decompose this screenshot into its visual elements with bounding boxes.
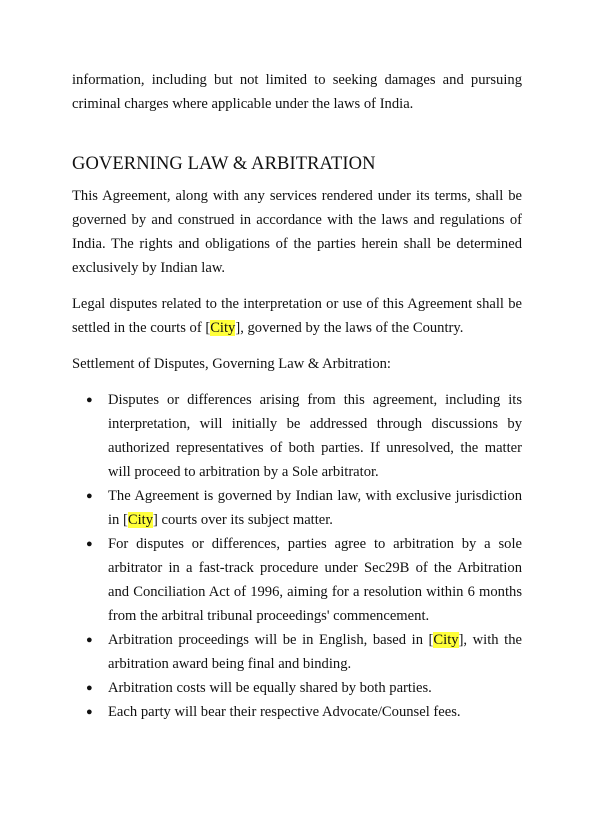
bullet-icon: ●: [86, 706, 93, 718]
bullet-icon: ●: [86, 490, 93, 502]
bullet-list: [72, 388, 522, 724]
bullet-icon: ●: [86, 634, 93, 646]
city-placeholder-highlight: City: [127, 512, 154, 528]
paragraph-text: Legal disputes related to the interpretation or use of this Agreement shall be settled in the courts of [: [72, 296, 522, 336]
list-item-text: Disputes or differences arising from this agreement, including its interpretation, will initially be addressed through discussions by authorized representatives of both parties. If unresolved, the matter will proceed to arbitration by a Sole arbitrator.: [108, 392, 522, 480]
list-item: [72, 628, 522, 676]
paragraph-text: ], governed by the laws of the Country.: [235, 320, 464, 336]
list-item: [72, 532, 522, 628]
list-item: [72, 676, 522, 700]
list-item-text: Each party will bear their respective Advocate/Counsel fees.: [108, 704, 461, 720]
document-page: [72, 68, 522, 724]
legal-disputes-paragraph: [72, 292, 522, 340]
list-item: [72, 484, 522, 532]
list-item-text: Arbitration proceedings will be in English, based in [: [108, 632, 434, 648]
list-item-text: For disputes or differences, parties agree to arbitration by a sole arbitrator in a fast-track procedure under Sec29B of the Arbitration and Conciliation Act of 1996, aiming for a resolution within 6 months from the arbitral tribunal proceedings' commencement.: [108, 536, 522, 624]
list-item: [72, 388, 522, 484]
list-item-text: ], with the arbitration award being final and binding.: [108, 632, 522, 672]
settlement-subheading: Settlement of Disputes, Governing Law & Arbitration:: [72, 356, 391, 372]
bullet-icon: ●: [86, 394, 93, 406]
city-placeholder-highlight: City: [433, 632, 459, 648]
intro-paragraph: information, including but not limited to seeking damages and pursuing criminal charges where applicable under the laws of India.: [72, 72, 522, 112]
bullet-icon: ●: [86, 538, 93, 550]
section-heading: GOVERNING LAW & ARBITRATION: [72, 154, 376, 174]
list-item: [72, 700, 522, 724]
city-placeholder-highlight: City: [210, 320, 236, 336]
governing-law-paragraph: This Agreement, along with any services rendered under its terms, shall be governed by and construed in accordance with the laws and regulations of India. The rights and obligations of the parties herein shall be determined exclusively by Indian law.: [72, 188, 522, 276]
list-item-text: ] courts over its subject matter.: [153, 512, 333, 528]
list-item-text: The Agreement is governed by Indian law, with exclusive jurisdiction in [: [108, 488, 522, 528]
list-item-text: Arbitration costs will be equally shared by both parties.: [108, 680, 432, 696]
bullet-icon: ●: [86, 682, 93, 694]
